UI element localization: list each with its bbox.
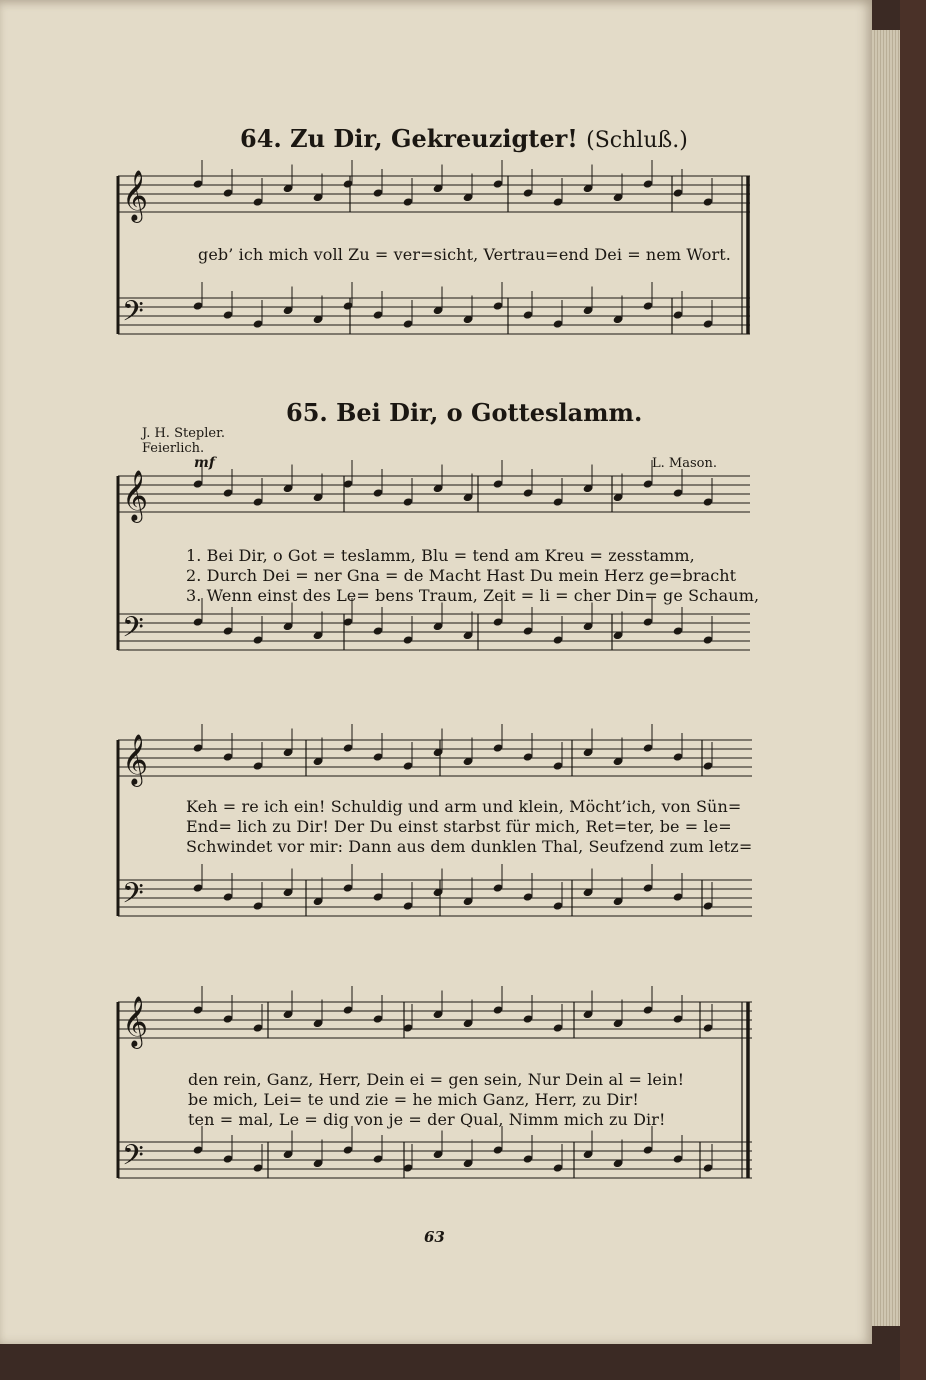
staff-64-bass-clef: 𝄢 [122,295,144,335]
staff-65b-treble-clef: 𝄞 [122,734,149,785]
hymn-64-title: 64. Zu Dir, Gekreuzigter! (Schluß.) [240,124,688,153]
system-2-lyric-verse-3: Schwindet vor mir: Dann aus dem dunklen Thal, Seufzend zum letz= [186,837,753,856]
system-3-lyric-verse-2: be mich, Lei= te und zie = he mich Ganz, Herr, zu Dir! [188,1090,639,1109]
hymn-65-dynamic: mf [194,455,215,471]
system-1-lyric-verse-1: 1. Bei Dir, o Got = teslamm, Blu = tend am Kreu = zesstamm, [186,546,695,565]
system-2-lyric-verse-1: Keh = re ich ein! Schuldig und arm und klein, Möcht’ich, von Sün= [186,797,742,816]
hymn-65-tempo: Feierlich. [142,441,205,456]
hymn-64-lyric: geb’ ich mich voll Zu = ver=sicht, Vertrau=end Dei = nem Wort. [198,245,731,264]
hymn-65-composer: L. Mason. [652,456,717,471]
hymn-65-title: 65. Bei Dir, o Gotteslamm. [286,398,643,427]
staff-65b-bass-clef: 𝄢 [122,877,144,917]
system-3-lyric-verse-3: ten = mal, Le = dig von je = der Qual, Nimm mich zu Dir! [188,1110,666,1129]
staff-64-treble-clef: 𝄞 [122,170,149,221]
staff-65a-treble-clef: 𝄞 [122,470,149,521]
system-1-lyric-verse-2: 2. Durch Dei = ner Gna = de Macht Hast Du mein Herz ge=bracht [186,566,737,585]
page-number: 63 [424,1228,445,1246]
staff-65c-bass-clef: 𝄢 [122,1139,144,1179]
system-2-lyric-verse-2: End= lich zu Dir! Der Du einst starbst für mich, Ret=ter, be = le= [186,817,732,836]
staff-65c-treble-clef: 𝄞 [122,996,149,1047]
system-1-lyric-verse-3: 3. Wenn einst des Le= bens Traum, Zeit = li = cher Din= ge Schaum, [186,586,760,605]
staff-65a-bass-clef: 𝄢 [122,611,144,651]
hymn-65-author: J. H. Stepler. [142,426,225,441]
system-3-lyric-verse-1: den rein, Ganz, Herr, Dein ei = gen sein, Nur Dein al = lein! [188,1070,685,1089]
